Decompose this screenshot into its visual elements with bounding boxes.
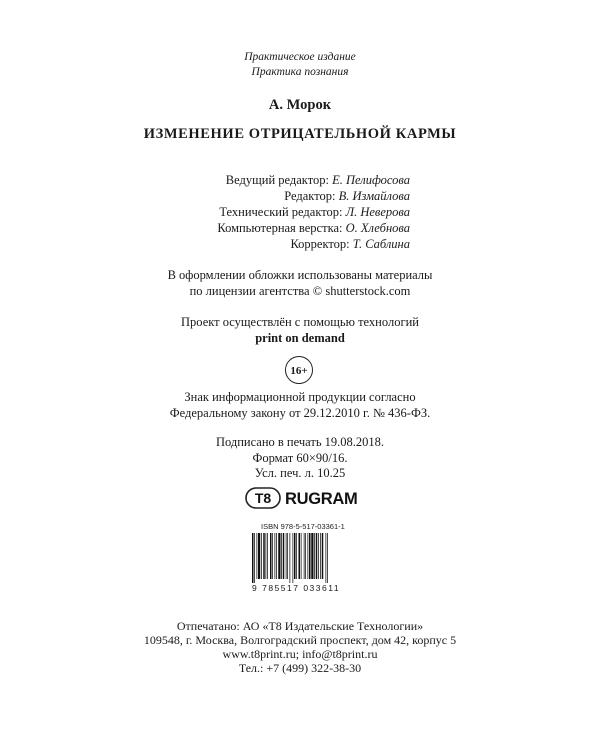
barcode-bar (296, 533, 297, 579)
barcode-bar (272, 533, 273, 579)
barcode-bar (258, 533, 260, 579)
barcode-bar (275, 533, 276, 579)
barcode-bar (283, 533, 285, 579)
credit-role: Корректор: (290, 237, 350, 251)
barcode-bar (305, 533, 306, 579)
barcode-bar (311, 533, 313, 579)
cover-note-line: по лицензии агентства © shutterstock.com (189, 283, 411, 298)
barcode-bar (257, 533, 258, 579)
credit-role: Компьютерная верстка: (217, 221, 343, 235)
print-info (0, 435, 600, 482)
law-line: Знак информационной продукции согласно (184, 390, 416, 404)
book-title: ИЗМЕНЕНИЕ ОТРИЦАТЕЛЬНОЙ КАРМЫ (143, 126, 457, 142)
series-line: Практика познания (251, 66, 349, 78)
law-line: Федеральному закону от 29.12.2010 г. № 436-ФЗ. (169, 405, 431, 420)
printer-line: www.t8print.ru; info@t8print.ru (222, 647, 378, 661)
barcode-bar (254, 533, 255, 583)
credit-line (190, 188, 410, 204)
barcode-bar (318, 533, 319, 579)
barcode-bar (308, 533, 309, 579)
barcode-bar (287, 533, 288, 579)
barcode-bar (278, 533, 280, 579)
barcode-bar (326, 533, 327, 583)
t8-rugram-logo (245, 487, 375, 509)
barcode-bar (252, 533, 254, 583)
barcode-graphic (251, 533, 355, 583)
credit-line (190, 220, 410, 236)
credit-name: Е. Пелифосова (332, 173, 410, 187)
author: А. Морок (268, 97, 332, 113)
series-block (0, 50, 600, 80)
isbn-label: ISBN 978-5-517-03361-1 (261, 522, 345, 531)
credit-role: Технический редактор: (219, 205, 343, 219)
barcode-bar (304, 533, 305, 579)
barcode-bar (299, 533, 301, 579)
barcode-bar (263, 533, 265, 579)
barcode-bar (316, 533, 318, 579)
credit-line (190, 172, 410, 188)
barcode-bar (314, 533, 315, 579)
barcode-bar (261, 533, 262, 579)
barcode-bar (293, 533, 294, 583)
barcode-bar (322, 533, 324, 579)
svg-text:RUGRAM: RUGRAM (285, 490, 358, 508)
paper-format: Формат 60×90/16. (252, 450, 348, 465)
pod-line: Проект осуществлён с помощью технологий (181, 315, 419, 329)
credit-name: Т. Саблина (352, 237, 410, 251)
age-rating-badge: 16+ (285, 356, 313, 384)
printer-line: Тел.: +7 (499) 322-38-30 (238, 661, 362, 675)
printer-line: Отпечатано: АО «Т8 Издательские Технологии» (176, 619, 424, 633)
credit-name: Л. Неверова (345, 205, 410, 219)
print-on-demand-note (0, 315, 600, 346)
printer-line: 109548, г. Москва, Волгоградский проспект, дом 42, корпус 5 (143, 633, 457, 647)
barcode-bar (270, 533, 272, 579)
isbn-barcode-block (251, 522, 361, 593)
credit-line (190, 204, 410, 220)
signed-date: Подписано в печать 19.08.2018. (215, 435, 385, 449)
barcode-bar (276, 533, 277, 579)
barcode-bar (294, 533, 296, 579)
barcode-digits: 9 785517 033611 (252, 583, 341, 593)
barcode-bar (290, 533, 291, 583)
credit-role: Ведущий редактор: (225, 173, 329, 187)
barcode-bar (266, 533, 267, 579)
credit-role: Редактор: (284, 189, 336, 203)
barcode-bar (327, 533, 328, 583)
barcode-bar (309, 533, 311, 579)
barcode-bar (301, 533, 302, 579)
barcode-bar (281, 533, 282, 579)
barcode-bar (320, 533, 321, 579)
credits-block (190, 172, 410, 252)
cover-note-line: В оформлении обложки использованы материалы (167, 268, 433, 282)
pod-tech-name: print on demand (255, 330, 345, 345)
credit-name: В. Измайлова (338, 189, 410, 203)
series-line: Практическое издание (244, 51, 356, 63)
credit-line (190, 236, 410, 252)
law-note (0, 390, 600, 421)
credit-name: О. Хлебнова (345, 221, 410, 235)
printer-info (0, 619, 600, 675)
printed-sheets: Усл. печ. л. 10.25 (254, 466, 346, 480)
svg-text:T8: T8 (254, 490, 272, 506)
barcode-bar (267, 533, 268, 579)
barcode-bar (286, 533, 287, 579)
cover-note (0, 268, 600, 299)
